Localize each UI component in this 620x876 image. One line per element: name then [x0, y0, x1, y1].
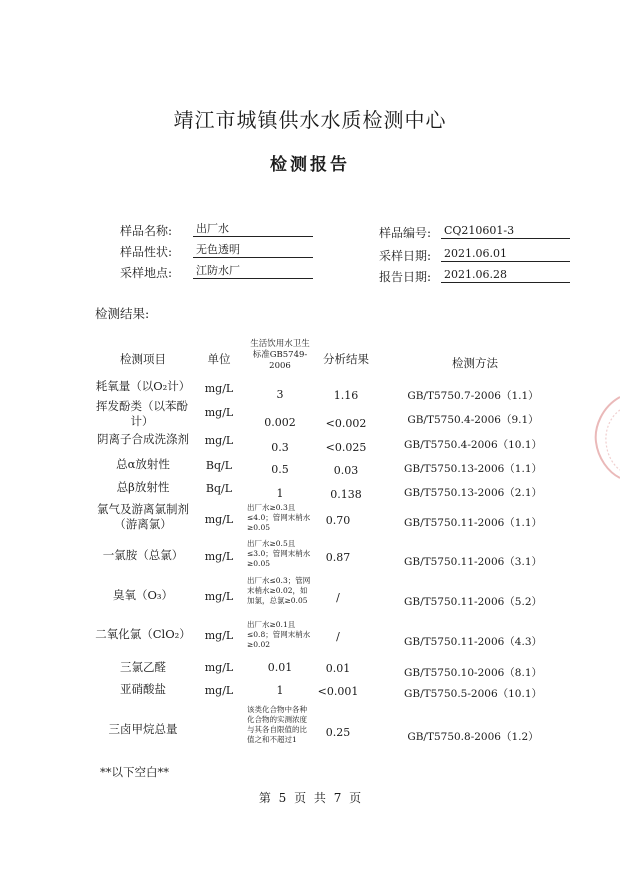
row-result: 0.03 [333, 464, 359, 477]
row-unit: Bq/L [205, 482, 233, 495]
row-result: <0.025 [325, 441, 367, 454]
col-item-header: 检测项目 [120, 352, 166, 366]
row-method: GB/T5750.11-2006（4.3） [403, 636, 543, 648]
col-standard-header: 生活饮用水卫生标准GB5749-2006 [250, 339, 310, 371]
report-date-label: 报告日期: [379, 270, 432, 284]
row-result: 0.87 [325, 551, 351, 564]
col-method-header: 检测方法 [452, 356, 498, 370]
row-standard: 3 [276, 388, 284, 401]
row-result: 0.70 [325, 514, 351, 527]
row-item: 阴离子合成洗涤剂 [97, 432, 189, 446]
sample-state-value: 无色透明 [193, 242, 313, 258]
row-item: 二氧化氯（ClO₂） [95, 627, 191, 641]
row-standard: 出厂水≥0.5且≤3.0；管网末梢水≥0.05 [247, 539, 311, 568]
row-standard: 0.5 [271, 463, 289, 476]
row-method: GB/T5750.11-2006（1.1） [403, 517, 543, 529]
row-unit: Bq/L [205, 459, 233, 472]
seal-stamp [590, 392, 620, 482]
report-title: 检测报告 [270, 155, 350, 175]
sample-date-value: 2021.06.01 [441, 246, 570, 262]
col-result-header: 分析结果 [323, 352, 369, 366]
row-result: <0.002 [325, 417, 367, 430]
row-result: 0.138 [330, 488, 362, 501]
row-standard: 0.01 [267, 661, 293, 674]
sample-name-value: 出厂水 [193, 221, 313, 237]
row-unit: mg/L [204, 590, 234, 603]
sample-site-label: 采样地点: [120, 266, 173, 280]
sample-state-label: 样品性状: [120, 245, 173, 259]
sample-number-label: 样品编号: [379, 226, 432, 240]
org-title: 靖江市城镇供水水质检测中心 [173, 108, 447, 132]
row-item: 一氯胺（总氯） [102, 548, 184, 562]
row-standard: 出厂水≥0.1且≤0.8；管网末梢水≥0.02 [247, 620, 311, 649]
row-item: 三氯乙醛 [120, 660, 166, 674]
row-method: GB/T5750.10-2006（8.1） [403, 667, 543, 679]
row-unit: mg/L [204, 434, 234, 447]
row-unit: mg/L [204, 684, 234, 697]
col-unit-header: 单位 [207, 352, 231, 366]
row-method: GB/T5750.4-2006（10.1） [403, 439, 543, 451]
row-standard: 0.002 [264, 416, 296, 429]
row-unit: mg/L [204, 382, 234, 395]
row-item: 总β放射性 [116, 480, 170, 494]
row-item: 亚硝酸盐 [120, 682, 166, 696]
row-standard: 该类化合物中各种化合物的实测浓度与其各自限值的比值之和不超过1 [247, 705, 307, 744]
blank-note: **以下空白** [100, 765, 169, 779]
row-item: 总α放射性 [116, 457, 170, 471]
row-result: / [336, 630, 340, 643]
row-result: 1.16 [333, 389, 359, 402]
sample-name-label: 样品名称: [120, 224, 173, 238]
row-unit: mg/L [204, 406, 234, 419]
row-item: 耗氧量（以O₂计） [95, 379, 191, 393]
row-standard: 1 [276, 684, 284, 697]
sample-site-value: 江防水厂 [193, 263, 313, 279]
row-result: / [336, 591, 340, 604]
row-method: GB/T5750.7-2006（1.1） [407, 390, 539, 402]
results-section-label: 检测结果: [95, 306, 150, 321]
row-method: GB/T5750.11-2006（5.2） [403, 596, 543, 608]
report-date-value: 2021.06.28 [441, 267, 570, 283]
sample-date-label: 采样日期: [379, 249, 432, 263]
row-method: GB/T5750.11-2006（3.1） [403, 556, 543, 568]
row-item: 挥发酚类（以苯酚计） [96, 399, 188, 428]
row-standard: 0.3 [271, 441, 289, 454]
row-result: <0.001 [317, 685, 359, 698]
row-method: GB/T5750.13-2006（2.1） [403, 487, 543, 499]
row-unit: mg/L [204, 661, 234, 674]
row-method: GB/T5750.13-2006（1.1） [403, 463, 543, 475]
row-unit: mg/L [204, 513, 234, 526]
row-method: GB/T5750.5-2006（10.1） [403, 688, 543, 700]
page-number: 第 5 页 共 7 页 [258, 791, 362, 805]
row-unit: mg/L [204, 550, 234, 563]
row-item: 三卤甲烷总量 [108, 722, 178, 736]
row-standard: 出厂水≥0.3且≤4.0；管网末梢水≥0.05 [247, 503, 311, 532]
row-item: 氯气及游离氯制剂（游离氯） [97, 502, 189, 531]
row-standard: 出厂水≤0.3；管网末梢水≥0.02，如加氯，总氯≥0.05 [247, 576, 311, 605]
sample-number-value: CQ210601-3 [441, 223, 570, 239]
row-item: 臭氧（O₃） [112, 588, 174, 602]
row-result: 0.25 [325, 726, 351, 739]
row-unit: mg/L [204, 629, 234, 642]
row-result: 0.01 [325, 662, 351, 675]
row-method: GB/T5750.8-2006（1.2） [407, 731, 539, 743]
row-standard: 1 [276, 487, 284, 500]
row-method: GB/T5750.4-2006（9.1） [407, 414, 539, 426]
